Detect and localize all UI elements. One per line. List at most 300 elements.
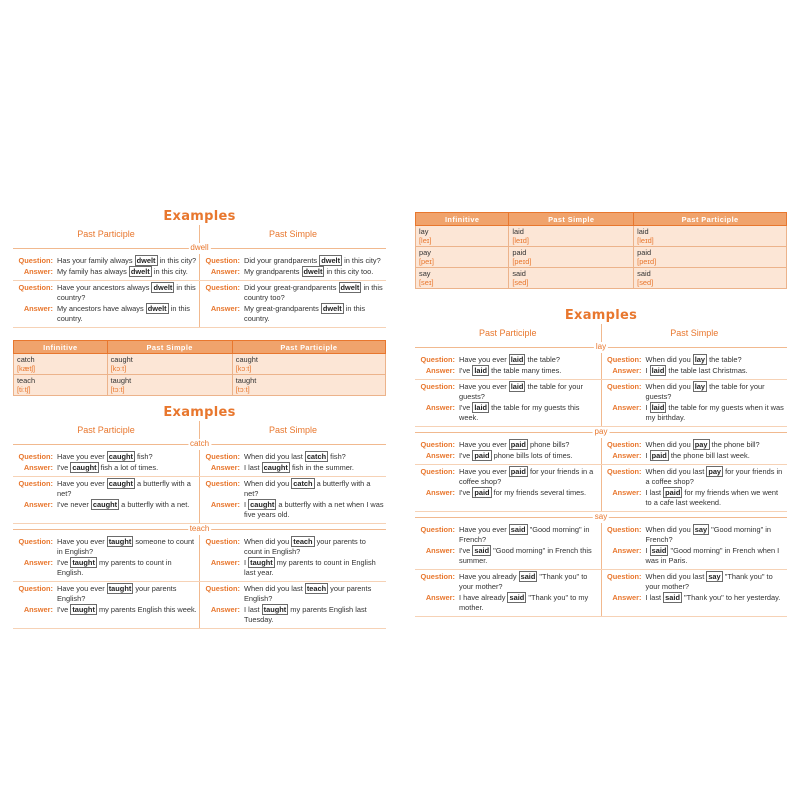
sentence [57,558,199,578]
question-label: Question: [205,283,240,292]
verb-form-box: laid [651,403,665,412]
word: taught [110,376,132,385]
answer-label: Answer: [210,500,240,509]
sentence-start: I've [57,463,71,472]
sentence-start: I've [57,558,71,567]
verb-form-box: taught [72,605,95,614]
header-row [14,341,386,354]
header-row [416,213,787,226]
qa-row [13,450,386,477]
verb-form-box: teach [293,537,313,546]
table-row [14,375,386,396]
verb-form-box: pay [694,440,708,449]
sentence-start: I've [57,605,71,614]
question-line [602,572,788,592]
qa-row [13,281,386,328]
sentence-start: I've [459,451,473,460]
sentence-start: When did you [645,355,693,364]
word: caught [235,355,258,364]
sentence-start: When did you [645,440,693,449]
sentence [646,467,788,487]
question-line [415,355,601,365]
table-cell [232,375,385,396]
sentence-end: "Thank you" to her yesterday. [681,593,781,602]
transcription: [peɪ] [419,257,434,266]
verb-form-box: caught [263,463,288,472]
sentence-end: "Good morning" in French? [645,525,772,544]
sentence-start: Have you ever [57,452,107,461]
sentence [57,500,199,510]
sentence-end: the table many times. [489,366,562,375]
sentence-end: in this country. [57,304,190,323]
sentence-start: When did you last [244,584,305,593]
answer-line [13,267,199,277]
answer-label: Answer: [612,451,642,460]
answer-line [200,558,386,578]
sentence [244,537,386,557]
table-cell [634,247,787,268]
table-row [416,247,787,268]
column-headers [415,324,787,342]
sentence-end: a butterfly with a net when I was five years old. [244,500,384,519]
verb-form-box: laid [474,366,488,375]
sentence-start: Have you ever [459,525,509,534]
sentence [57,304,199,324]
sentence-start: My grandparents [244,267,302,276]
sentence-end: phone bills lots of times. [491,451,573,460]
table-cell [107,354,232,375]
sentence [244,463,386,473]
answer-label: Answer: [23,605,53,614]
qa-row [415,380,787,427]
verb-form-box: taught [72,558,95,567]
sentence-start: I've [459,366,473,375]
verb-label: catch [189,439,210,448]
answer-line [13,605,199,615]
qa-row [415,570,787,617]
verb-form-box: taught [108,584,132,593]
sentence [459,355,601,365]
transcription: [sed] [637,278,654,287]
question-line [13,537,199,557]
question-line [13,283,199,303]
transcription: [seɪ] [419,278,434,287]
sentence-start: Did your great-grandparents [244,283,339,292]
answer-label: Answer: [210,605,240,614]
qa-row [13,254,386,281]
sentence-start: My ancestors have always [57,304,146,313]
table-cell [509,226,634,247]
word: said [512,269,526,278]
verb-form-box: dwelt [136,256,156,265]
sentence-start: My great-grandparents [244,304,321,313]
sentence [57,256,199,266]
question-label: Question: [18,283,53,292]
sentence-end: a butterfly with a net? [57,479,191,498]
sentence-start: I [244,500,249,509]
table-cell [416,268,509,289]
verb-form-box: caught [72,463,97,472]
question-line [415,525,601,545]
transcription: [peɪd] [637,257,657,266]
sentence-start: I [244,558,249,567]
verb-form-box: dwelt [153,283,173,292]
word: taught [235,376,257,385]
sentence [57,605,199,615]
answer-line [200,463,386,473]
answer-label: Answer: [612,403,642,412]
table-cell [634,226,787,247]
past-participle-header: Past Participle [77,229,135,239]
header-cell: Past Simple [509,213,634,226]
table-cell [416,247,509,268]
verb-form-box: taught [263,605,287,614]
sentence-end: your parents English? [244,584,372,603]
sentence [646,572,788,592]
sentence-end: the table? [525,355,560,364]
question-label: Question: [607,467,642,476]
sentence-end: fish in the summer. [289,463,354,472]
sentence [459,593,601,613]
word: lay [419,227,429,236]
past-participle-column [415,438,601,464]
sentence-end: my parents English this week. [96,605,197,614]
answer-line [200,605,386,625]
sentence-end: the table for your guests? [645,382,765,401]
sentence-start: I [645,451,650,460]
verb-form-box: dwelt [322,304,342,313]
question-label: Question: [18,537,53,546]
question-line [200,256,386,266]
sentence-end: in this city too. [324,267,374,276]
question-label: Question: [205,479,240,488]
answer-line [415,451,601,461]
sentence [57,463,199,473]
answer-line [415,593,601,613]
question-label: Question: [205,584,240,593]
word: catch [17,355,35,364]
sentence [459,572,601,592]
verb-form-box: said [665,593,680,602]
verb-form-box: caught [108,452,133,461]
verb-form-box: laid [651,366,665,375]
question-label: Question: [607,440,642,449]
sentence [57,267,199,277]
verb-label: pay [594,427,608,436]
table-cell [416,226,509,247]
header-cell: Infinitive [416,213,509,226]
sentence-end: in this country. [244,304,366,323]
sentence-end: "Good morning" in French when I was in Paris. [645,546,780,565]
sentence [459,451,601,461]
sentence [244,304,386,324]
answer-line [13,463,199,473]
table-cell [232,354,385,375]
past-simple-column [601,465,788,511]
past-participle-header: Past Participle [77,425,135,435]
sentence-start: Have you ever [459,440,509,449]
sentence-end: my parents to count in English. [57,558,172,577]
verb-form-box: lay [694,382,706,391]
sentence [244,452,386,462]
sentence-end: my parents English last Tuesday. [244,605,367,624]
examples-section-2 [13,404,386,629]
sentence-start: I [645,546,650,555]
verb-form-box: paid [510,467,526,476]
answer-line [602,593,788,603]
past-simple-column [601,438,788,464]
transcription: [leɪd] [512,236,529,245]
qa-row [415,353,787,380]
question-line [415,467,601,487]
verb-divider [415,342,787,353]
verb-form-box: paid [474,451,490,460]
sentence [244,584,386,604]
question-label: Question: [607,525,642,534]
answer-label: Answer: [425,403,455,412]
past-participle-column [13,254,199,280]
past-participle-column [13,450,199,476]
question-line [415,382,601,402]
transcription: [leɪd] [637,236,654,245]
verb-label: lay [595,342,607,351]
answer-label: Answer: [425,488,455,497]
qa-row [415,465,787,512]
left-page [13,208,386,629]
sentence [57,479,199,499]
answer-line [200,500,386,520]
answer-label: Answer: [23,500,53,509]
word: caught [110,355,133,364]
past-participle-column [415,353,601,379]
examples-title: Examples [564,308,638,323]
past-participle-header: Past Participle [478,328,537,338]
sentence-end: a butterfly with a net? [244,479,371,498]
question-line [602,440,788,450]
verb-form-box: dwelt [321,256,341,265]
verb-form-box: said [510,525,526,534]
question-label: Question: [607,382,642,391]
header-cell: Past Participle [232,341,385,354]
sentence [459,440,601,450]
verb-form-box: dwelt [340,283,360,292]
transcription: [tɔːt] [110,385,125,394]
sentence-start: I last [244,463,262,472]
question-line [13,452,199,462]
sentence [646,403,788,423]
answer-label: Answer: [23,267,53,276]
verb-form-box: caught [92,500,118,509]
answer-label: Answer: [23,463,53,472]
question-label: Question: [420,440,455,449]
table-cell [14,354,108,375]
question-label: Question: [607,355,642,364]
sentence-start: My family has always [57,267,129,276]
past-simple-column [601,570,788,616]
sentence-end: fish? [328,452,346,461]
sentence-end: phone bills? [527,440,570,449]
answer-label: Answer: [425,366,455,375]
sentence-start: When did you [244,479,292,488]
sentence [459,525,601,545]
answer-line [13,500,199,510]
verb-form-box: said [474,546,490,555]
sentence-start: Have you ever [57,584,107,593]
sentence-end: "Thank you" to your mother? [645,572,773,591]
transcription: [sed] [512,278,529,287]
answer-line [602,366,788,376]
sentence [57,283,199,303]
verb-form-box: dwelt [147,304,167,313]
sentence-end: in this city. [151,267,188,276]
question-line [602,467,788,487]
transcription: [peɪd] [512,257,532,266]
sentence-start: When did you last [244,452,305,461]
answer-label: Answer: [23,558,53,567]
answer-label: Answer: [210,463,240,472]
sentence-start: When did you [244,537,292,546]
question-line [13,584,199,604]
verb-form-box: catch [293,479,313,488]
answer-line [200,267,386,277]
answer-line [200,304,386,324]
sentence-end: someone to count in English? [57,537,195,556]
question-label: Question: [18,479,53,488]
past-simple-column [601,380,788,426]
answer-line [415,366,601,376]
question-label: Question: [18,452,53,461]
verb-form-box: paid [665,488,681,497]
question-line [200,584,386,604]
sentence-start: Have you ever [57,479,107,488]
sentence-end: the table for my guests this week. [459,403,580,422]
answer-label: Answer: [425,593,455,602]
sentence [244,479,386,499]
transcription: [kɔːt] [235,364,252,373]
forms-table [415,212,787,289]
sentence-start: Have you ever [459,467,509,476]
sentence-start: I've [459,488,473,497]
past-simple-column [199,254,386,280]
transcription: [kɔːt] [110,364,127,373]
verb-forms-table-1 [13,340,386,396]
verb-form-box: paid [510,440,526,449]
word: laid [512,227,524,236]
answer-label: Answer: [210,558,240,567]
word: pay [419,248,431,257]
sentence-end: the table? [707,355,742,364]
examples-section-1 [13,208,386,328]
question-label: Question: [205,256,240,265]
question-label: Question: [18,256,53,265]
verb-form-box: dwelt [303,267,323,276]
sentence-start: When did you [645,382,693,391]
verb-form-box: taught [108,537,132,546]
right-page [415,212,787,617]
table-cell [509,268,634,289]
verb-divider [13,243,386,254]
sentence [244,283,386,303]
answer-line [415,403,601,423]
sentence-end: "Good morning" in French? [459,525,590,544]
verb-form-box: said [509,593,525,602]
sentence-start: Have your ancestors always [57,283,152,292]
sentence [646,525,788,545]
qa-row [13,535,386,582]
qa-row [13,582,386,629]
sentence [57,452,199,462]
sentence-end: fish a lot of times. [98,463,159,472]
question-label: Question: [420,382,455,391]
past-participle-column [415,465,601,511]
header-cell: Past Simple [107,341,232,354]
question-line [13,479,199,499]
sentence-start: I have already [459,593,508,602]
sentence [646,593,788,603]
verb-form-box: lay [694,355,706,364]
word: teach [17,376,36,385]
sentence-end: for your friends in a coffee shop? [645,467,783,486]
sentence-start: I last [645,488,664,497]
sentence [646,366,788,376]
verb-label: say [594,512,608,521]
sentence [57,584,199,604]
qa-row [13,477,386,524]
sentence-end: in this city? [157,256,197,265]
sentence-start: I last [645,593,664,602]
answer-label: Answer: [612,366,642,375]
question-line [200,283,386,303]
column-headers [13,421,386,439]
qa-row [415,438,787,465]
sentence [646,451,788,461]
sentence-end: my parents to count in English last year. [244,558,376,577]
question-label: Question: [607,572,642,581]
verb-forms-table-2 [415,212,787,289]
past-simple-column [199,450,386,476]
examples-section-3 [415,307,787,617]
table-cell [634,268,787,289]
verb-label: dwell [190,243,209,252]
past-simple-header: Past Simple [199,225,386,243]
answer-label: Answer: [425,546,455,555]
verb-form-box: said [520,572,536,581]
past-simple-header: Past Simple [601,324,788,342]
past-simple-column [199,535,386,581]
question-line [13,256,199,266]
sentence-end: your parents English? [57,584,177,603]
sentence-end: your parents to count in English? [244,537,366,556]
sentence-end: a butterfly with a net. [119,500,190,509]
sentence-end: the phone bill? [709,440,760,449]
verb-divider [13,524,386,535]
sentence-start: I've [459,403,473,412]
header-cell: Past Participle [634,213,787,226]
sentence-start: I've never [57,500,91,509]
question-label: Question: [205,537,240,546]
verb-form-box: paid [474,488,490,497]
verb-divider [415,427,787,438]
sentence [459,403,601,423]
table-row [14,354,386,375]
sentence-start: Have you already [459,572,519,581]
sentence-start: When did you last [645,467,707,476]
transcription: [tiːtʃ] [17,385,31,394]
sentence-start: Have you ever [459,355,509,364]
sentence [244,500,386,520]
question-line [200,537,386,557]
sentence-end: the table for your guests? [459,382,583,401]
